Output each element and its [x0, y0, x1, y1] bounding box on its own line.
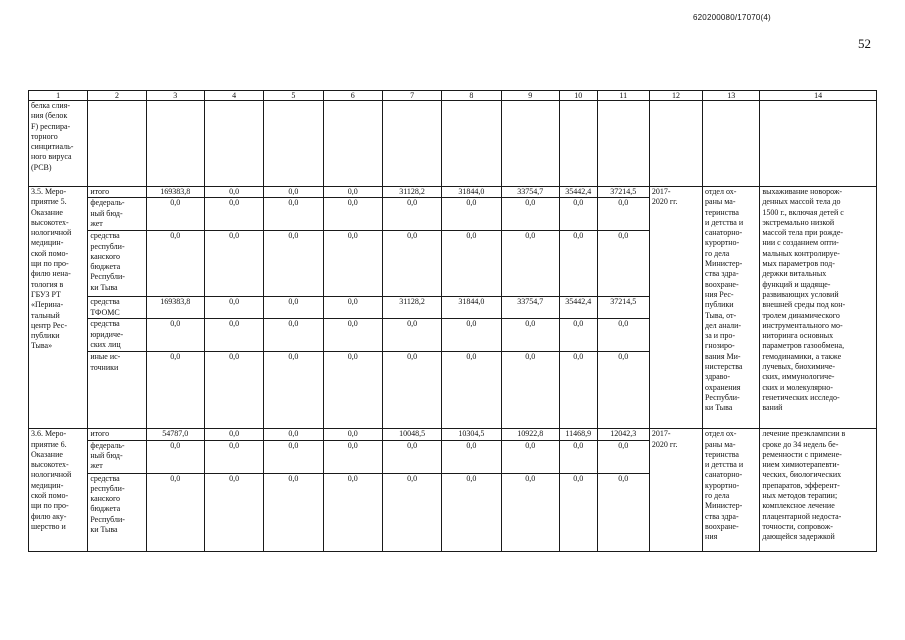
value-cell: 0,0 — [501, 319, 559, 352]
value-cell: 0,0 — [323, 187, 382, 198]
value-cell: 0,0 — [442, 198, 501, 231]
value-cell: 0,0 — [382, 231, 441, 297]
value-cell: 0,0 — [264, 231, 323, 297]
measure-block-3-6 — [29, 429, 877, 551]
column-header: 11 — [597, 91, 649, 101]
value-cell: 0,0 — [204, 429, 263, 440]
column-header: 7 — [382, 91, 441, 101]
column-header: 9 — [501, 91, 559, 101]
column-header: 5 — [264, 91, 323, 101]
funding-source-cell: иные ис- точники — [88, 352, 146, 429]
value-cell: 35442,4 — [559, 297, 597, 319]
column-header: 4 — [204, 91, 263, 101]
column-header: 3 — [146, 91, 204, 101]
value-cell: 0,0 — [204, 297, 263, 319]
executor-cell: отдел ох- раны ма- теринства и детства и санаторно- курортно- го дела Министер- ства здра- воохране- ния Рес- публики Тыва, от- дел анали- за и про- гнозиро- вания Ми- нистерства здраво- охранения Республи- ки Тыва — [703, 187, 760, 429]
value-cell: 0,0 — [597, 198, 649, 231]
value-cell: 0,0 — [204, 187, 263, 198]
value-cell: 0,0 — [442, 319, 501, 352]
value-cell: 0,0 — [323, 231, 382, 297]
value-cell: 33754,7 — [501, 187, 559, 198]
table-row — [29, 429, 877, 440]
funding-source-cell: средства юридиче- ских лиц — [88, 319, 146, 352]
value-cell: 0,0 — [559, 352, 597, 429]
value-cell: 0,0 — [204, 440, 263, 473]
column-header: 10 — [559, 91, 597, 101]
value-cell: 37214,5 — [597, 187, 649, 198]
empty-cell — [559, 101, 597, 187]
value-cell: 0,0 — [442, 352, 501, 429]
value-cell: 33754,7 — [501, 297, 559, 319]
value-cell: 0,0 — [597, 440, 649, 473]
value-cell: 0,0 — [382, 440, 441, 473]
value-cell: 0,0 — [146, 319, 204, 352]
value-cell: 169383,8 — [146, 297, 204, 319]
value-cell: 0,0 — [146, 473, 204, 551]
value-cell: 37214,5 — [597, 297, 649, 319]
empty-cell — [760, 101, 877, 187]
empty-cell — [501, 101, 559, 187]
empty-cell — [442, 101, 501, 187]
value-cell: 0,0 — [597, 473, 649, 551]
value-cell: 0,0 — [146, 352, 204, 429]
value-cell: 0,0 — [323, 198, 382, 231]
value-cell: 0,0 — [323, 319, 382, 352]
value-cell: 0,0 — [204, 198, 263, 231]
period-cell: 2017- 2020 гг. — [649, 429, 702, 551]
value-cell: 31128,2 — [382, 187, 441, 198]
value-cell: 0,0 — [264, 473, 323, 551]
value-cell: 0,0 — [264, 187, 323, 198]
value-cell: 0,0 — [442, 231, 501, 297]
column-header: 12 — [649, 91, 702, 101]
page-number: 52 — [858, 36, 871, 51]
value-cell: 0,0 — [323, 429, 382, 440]
empty-cell — [146, 101, 204, 187]
value-cell: 10048,5 — [382, 429, 441, 440]
value-cell: 0,0 — [382, 198, 441, 231]
value-cell: 11468,9 — [559, 429, 597, 440]
value-cell: 0,0 — [204, 473, 263, 551]
value-cell: 54787,0 — [146, 429, 204, 440]
column-number-row — [29, 91, 877, 101]
value-cell: 0,0 — [146, 231, 204, 297]
value-cell: 0,0 — [559, 440, 597, 473]
value-cell: 0,0 — [597, 231, 649, 297]
result-cell: выхаживание новорож- денных массой тела до 1500 г., включая детей с экстремально низкой массой тела при рожде- нии с созданием опти- мальных контролируе- мых параметров под- держки витальных функций и щадяще- развивающих условий внешней среды под кон- тролем динамического инструментального мо- ниторинга основных параметров газообмена, гемодинамики, а также лучевых, биохимиче- ских, иммунологиче- ских и молекулярно- генетических исследо- ваний — [760, 187, 877, 429]
funding-source-cell: итого — [88, 429, 146, 440]
measure-name-cell: 3.5. Меро- приятие 5. Оказание высокотех- нологичной медицин- ской помо- щи по про- филю нена- тология в ГБУЗ РТ «Перина- тальный центр Рес- публики Тыва» — [29, 187, 88, 429]
value-cell: 31844,0 — [442, 297, 501, 319]
budget-table — [28, 90, 877, 552]
value-cell: 0,0 — [323, 297, 382, 319]
measure-name-cell: 3.6. Меро- приятие 6. Оказание высокотех- нологичной медицин- ской помо- щи по про- филю аку- шерство и — [29, 429, 88, 551]
value-cell: 0,0 — [382, 319, 441, 352]
value-cell: 0,0 — [501, 440, 559, 473]
value-cell: 0,0 — [559, 319, 597, 352]
value-cell: 0,0 — [204, 319, 263, 352]
value-cell: 0,0 — [264, 297, 323, 319]
empty-cell — [88, 101, 146, 187]
column-header: 13 — [703, 91, 760, 101]
column-header: 14 — [760, 91, 877, 101]
value-cell: 0,0 — [597, 319, 649, 352]
period-cell: 2017- 2020 гг. — [649, 187, 702, 429]
empty-cell — [649, 101, 702, 187]
value-cell: 0,0 — [597, 352, 649, 429]
table-row — [29, 101, 877, 187]
value-cell: 0,0 — [323, 352, 382, 429]
column-header: 8 — [442, 91, 501, 101]
value-cell: 0,0 — [264, 352, 323, 429]
value-cell: 0,0 — [501, 473, 559, 551]
value-cell: 0,0 — [559, 231, 597, 297]
measure-block-3-5 — [29, 187, 877, 429]
value-cell: 0,0 — [323, 473, 382, 551]
empty-cell — [703, 101, 760, 187]
value-cell: 0,0 — [146, 198, 204, 231]
empty-cell — [204, 101, 263, 187]
value-cell: 0,0 — [442, 473, 501, 551]
funding-source-cell: федераль- ный бюд- жет — [88, 440, 146, 473]
funding-source-cell: федераль- ный бюд- жет — [88, 198, 146, 231]
empty-cell — [382, 101, 441, 187]
empty-cell — [323, 101, 382, 187]
value-cell: 12042,3 — [597, 429, 649, 440]
funding-source-cell: средства республи- канского бюджета Республи- ки Тыва — [88, 473, 146, 551]
executor-cell: отдел ох- раны ма- теринства и детства и санаторно- курортно- го дела Министер- ства здра- воохране- ния — [703, 429, 760, 551]
column-header: 6 — [323, 91, 382, 101]
funding-source-cell: средства республи- канского бюджета Республи- ки Тыва — [88, 231, 146, 297]
value-cell: 0,0 — [382, 473, 441, 551]
document-id: 620200080/17070(4) — [693, 13, 771, 22]
value-cell: 0,0 — [501, 352, 559, 429]
value-cell: 0,0 — [382, 352, 441, 429]
value-cell: 0,0 — [264, 429, 323, 440]
value-cell: 0,0 — [146, 440, 204, 473]
value-cell: 35442,4 — [559, 187, 597, 198]
column-header: 1 — [29, 91, 88, 101]
column-header: 2 — [88, 91, 146, 101]
value-cell: 31844,0 — [442, 187, 501, 198]
result-cell: лечение преэклампсии в сроке до 34 недель бе- ременности с примене- нием химиотерапевти- ческих, биологических препаратов, эфферент- ных методов терапии; комплексное лечение плацентарной недоста- точности, сопровож- дающейся задержкой — [760, 429, 877, 551]
value-cell: 0,0 — [442, 440, 501, 473]
value-cell: 0,0 — [264, 319, 323, 352]
measure-name-cell: белка слия- ния (белок F) респира- торного синцитиаль- ного вируса (РСВ) — [29, 101, 88, 187]
funding-source-cell: итого — [88, 187, 146, 198]
value-cell: 0,0 — [264, 198, 323, 231]
value-cell: 0,0 — [559, 198, 597, 231]
value-cell: 0,0 — [264, 440, 323, 473]
value-cell: 0,0 — [501, 198, 559, 231]
value-cell: 0,0 — [204, 231, 263, 297]
funding-source-cell: средства ТФОМС — [88, 297, 146, 319]
value-cell: 10922,8 — [501, 429, 559, 440]
empty-cell — [597, 101, 649, 187]
value-cell: 0,0 — [559, 473, 597, 551]
value-cell: 169383,8 — [146, 187, 204, 198]
empty-cell — [264, 101, 323, 187]
table-row — [29, 187, 877, 198]
value-cell: 0,0 — [323, 440, 382, 473]
value-cell: 0,0 — [204, 352, 263, 429]
value-cell: 31128,2 — [382, 297, 441, 319]
value-cell: 10304,5 — [442, 429, 501, 440]
value-cell: 0,0 — [501, 231, 559, 297]
